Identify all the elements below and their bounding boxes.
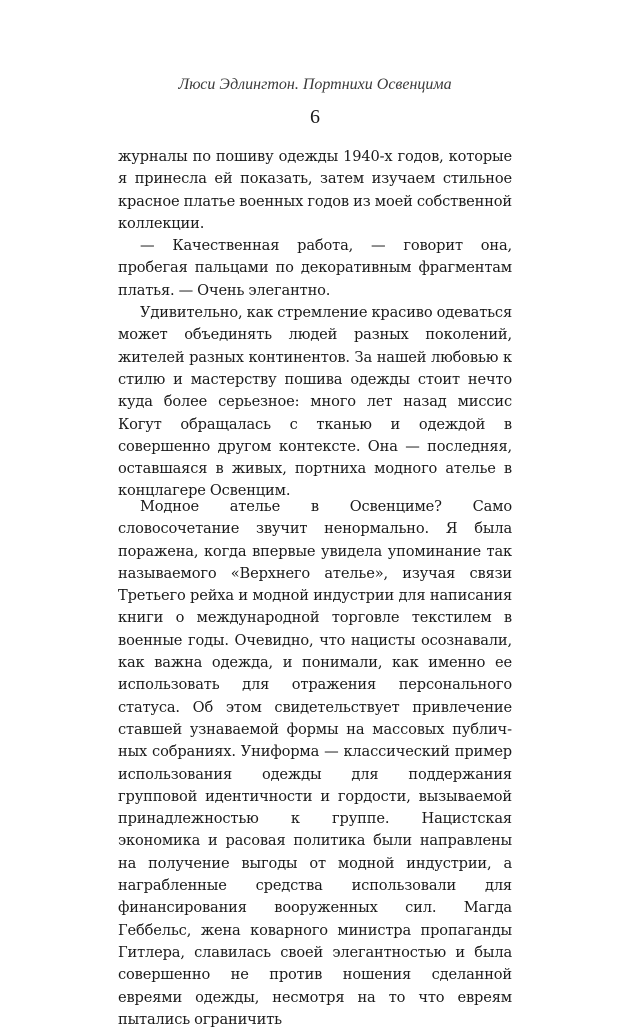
text-block-section	[118, 496, 512, 1031]
paragraph-body: Модное ателье в Освенциме? Само словосочетание звучит ненормально. Я была поражена, когда впервые увидела упоминание так называемого «Верхнего ателье», изучая связи Третьего рейха и модной индустрии для написания книги о международной торговле текстилем в военные годы. Очевидно, что нацисты осознавали, как важна одежда, и понимали, как именно ее использовать для отражения персонального статуса. Об этом свидетельствует привлечение ставшей узнаваемой формы на массовых публичных собраниях. Униформа — классический пример использования одежды для поддержания групповой идентичности и гордости, вызываемой принадлежностью к группе. Нацистская экономика и расовая политика были направлены на получение выгоды от модной индустрии, а награбленные средства использовали для финансирования вооруженных сил. Магда Геббельс, жена коварного министра пропаганды Гитлера, славилась своей элегантностью и была совершенно не против ношения сделанной евреями одежды, несмотря на то что евреям пытались ограничить	[118, 498, 512, 1028]
paragraph-continuation: журналы по пошиву одежды 1940-х годов, которые я принесла ей показать, затем изучаем стильное красное платье военных годов из моей собственной коллекции.	[118, 148, 512, 232]
running-header-title: Люси Эдлингтон. Портнихи Освенцима	[178, 76, 452, 93]
text-block-opening	[118, 146, 512, 503]
paragraph-body: Удивительно, как стремление красиво одеваться может объединять людей разных поколений, жителей разных континентов. За нашей любовью к стилю и мастерству пошива одежды стоит нечто куда более серьезное: много лет назад миссис Когут обращалась с тканью и одеждой в совершенно другом контексте. Она — последняя, оставшаяся в живых, портниха модного ателье в концлагере Освенцим.	[118, 304, 512, 500]
page-number: 6	[310, 106, 320, 128]
paragraph-dialogue: — Качественная работа, — говорит она, пробегая пальцами по декоративным фрагментам платья. — Очень элегантно.	[118, 237, 512, 299]
